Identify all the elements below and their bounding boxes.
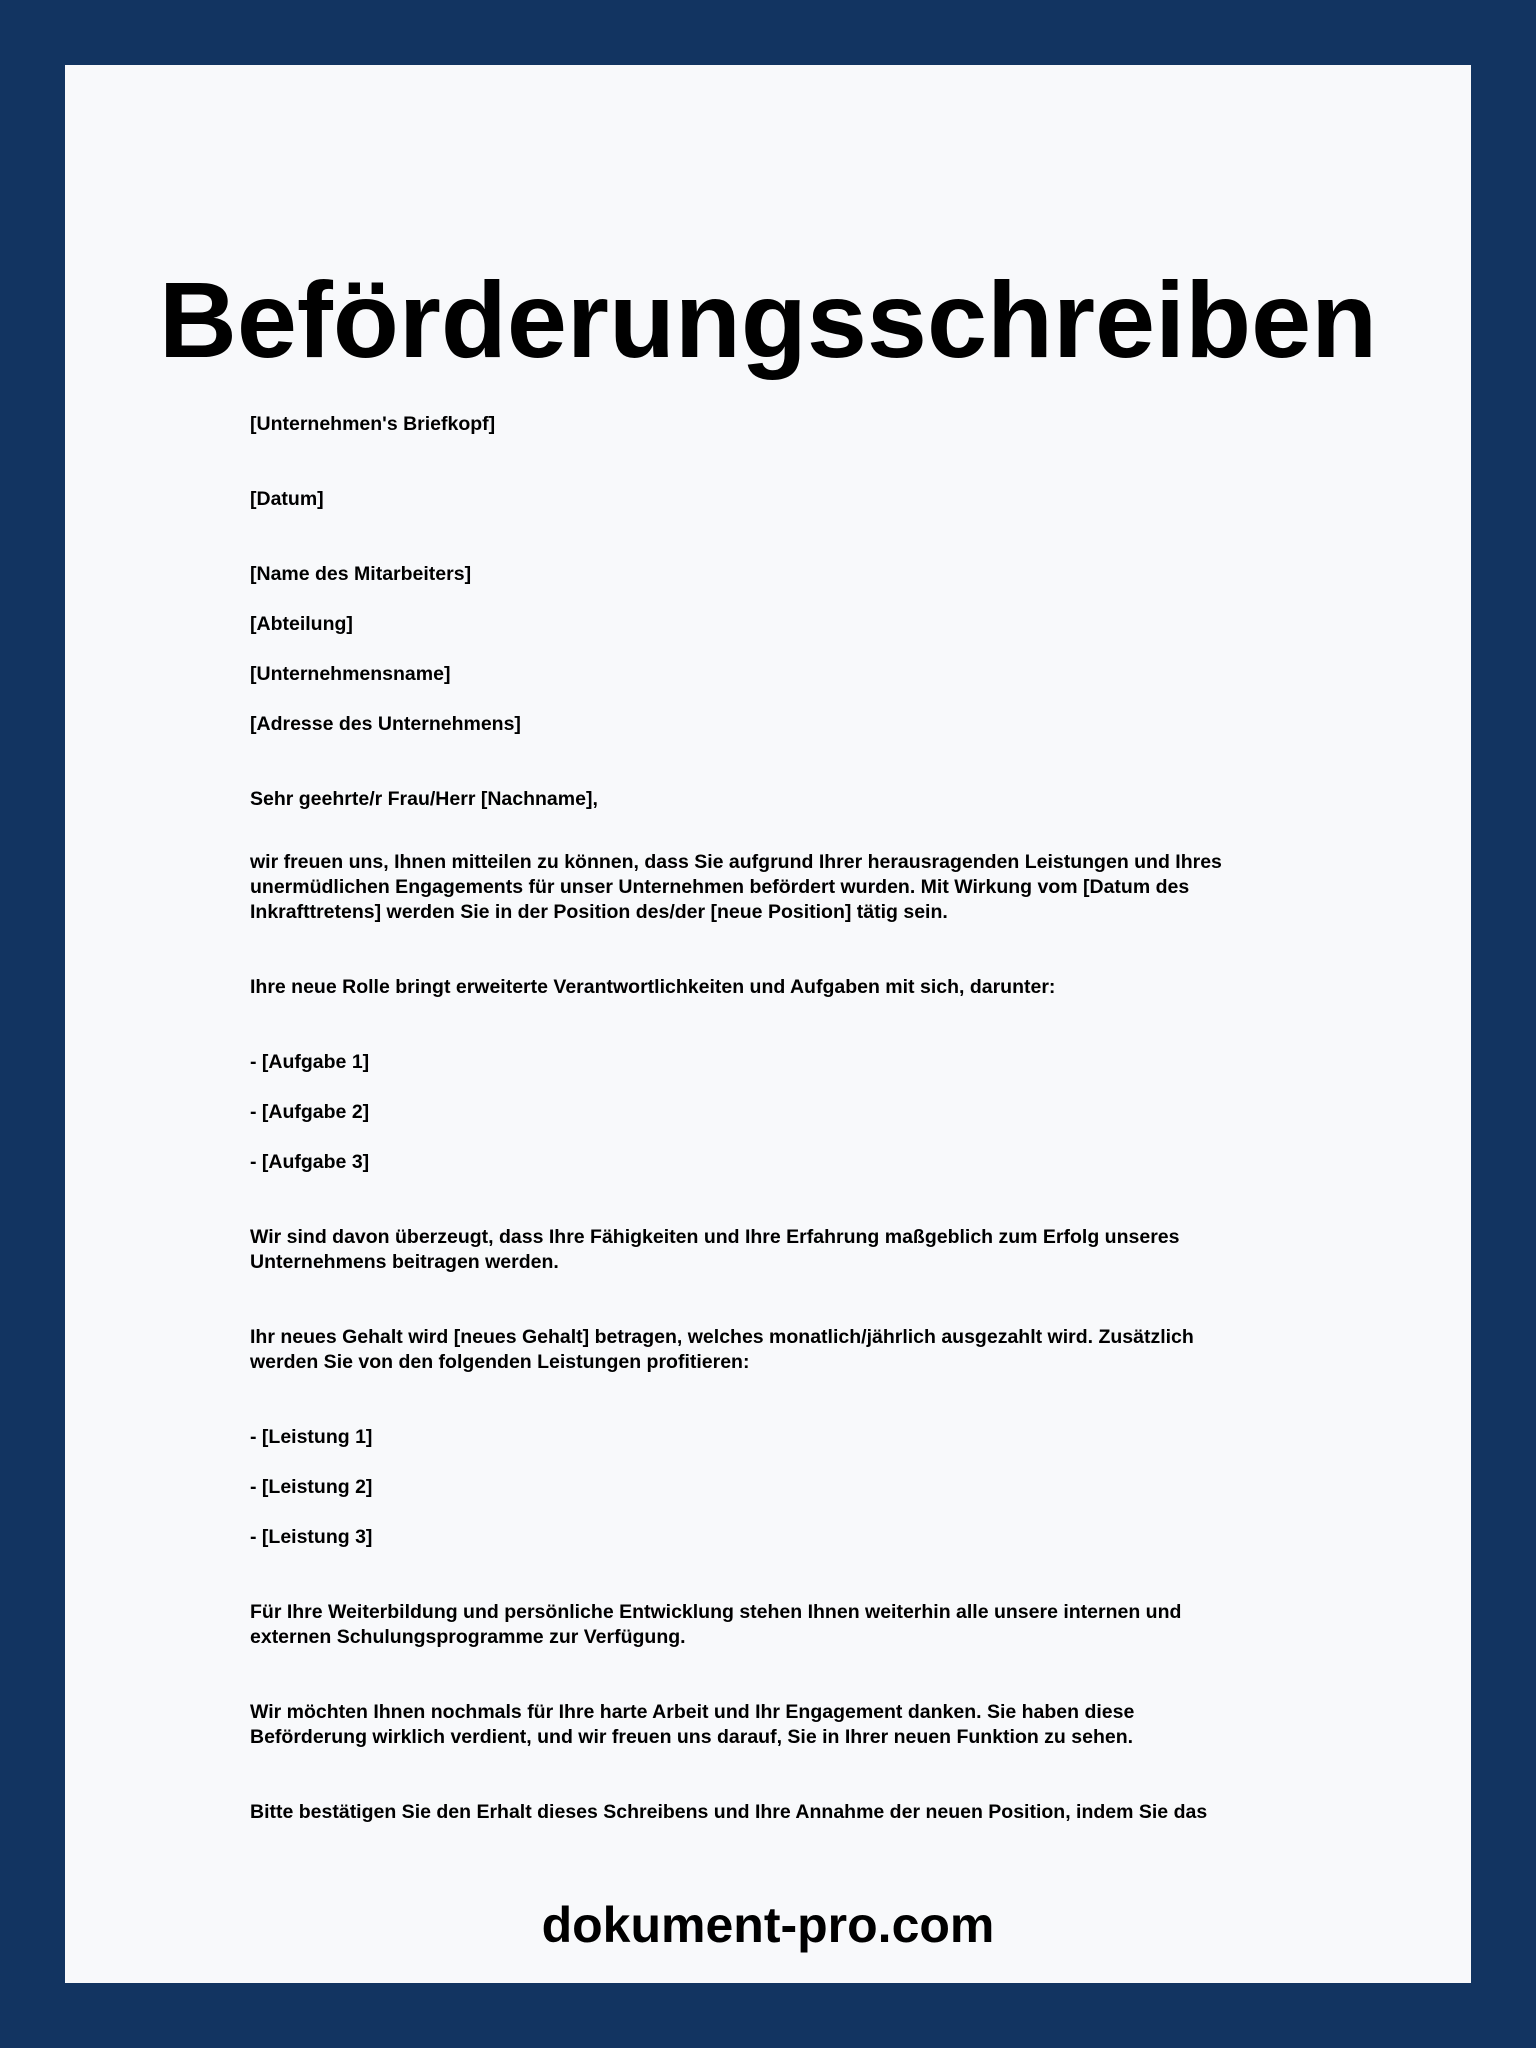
body-paragraph-line: Wir möchten Ihnen nochmals für Ihre harte Arbeit und Ihr Engagement danken. Sie haben diese [250, 1701, 1135, 1723]
body-paragraph-line: unermüdlichen Engagements für unser Unternehmen befördert wurden. Mit Wirkung vom [Datum des [250, 876, 1190, 898]
document-page [65, 65, 1471, 1983]
body-paragraph-line: externen Schulungsprogramme zur Verfügung. [250, 1626, 686, 1648]
body-paragraph-line: wir freuen uns, Ihnen mitteilen zu können, dass Sie aufgrund Ihrer herausragenden Leistungen und Ihres [250, 851, 1222, 873]
site-footer-link[interactable]: dokument-pro.com [541, 1897, 995, 1953]
company-address-placeholder: [Adresse des Unternehmens] [250, 713, 521, 735]
body-paragraph-line: Unternehmens beitragen werden. [250, 1251, 559, 1273]
letterhead-placeholder: [Unternehmen's Briefkopf] [250, 413, 496, 435]
body-paragraph-line: Beförderung wirklich verdient, und wir freuen uns darauf, Sie in Ihrer neuen Funktion zu sehen. [250, 1726, 1134, 1748]
document-title: Beförderungsschreiben [158, 259, 1378, 380]
benefit-list-item: - [Leistung 3] [250, 1526, 373, 1548]
body-paragraph-line: Inkrafttretens] werden Sie in der Position des/der [neue Position] tätig sein. [250, 901, 948, 923]
salutation: Sehr geehrte/r Frau/Herr [Nachname], [250, 788, 598, 810]
body-paragraph-line: Für Ihre Weiterbildung und persönliche Entwicklung stehen Ihnen weiterhin alle unsere internen und [250, 1601, 1182, 1623]
task-list-item: - [Aufgabe 2] [250, 1101, 370, 1123]
company-name-placeholder: [Unternehmensname] [250, 663, 451, 685]
body-paragraph-line: Ihr neues Gehalt wird [neues Gehalt] betragen, welches monatlich/jährlich ausgezahlt wird. Zusätzlich [250, 1326, 1194, 1348]
task-list-item: - [Aufgabe 3] [250, 1151, 370, 1173]
date-placeholder: [Datum] [250, 488, 324, 510]
body-paragraph-line: werden Sie von den folgenden Leistungen profitieren: [250, 1351, 750, 1373]
employee-name-placeholder: [Name des Mitarbeiters] [250, 563, 472, 585]
benefit-list-item: - [Leistung 2] [250, 1476, 373, 1498]
task-list-item: - [Aufgabe 1] [250, 1051, 370, 1073]
benefit-list-item: - [Leistung 1] [250, 1426, 373, 1448]
body-paragraph-line: Wir sind davon überzeugt, dass Ihre Fähigkeiten und Ihre Erfahrung maßgeblich zum Erfolg unseres [250, 1226, 1180, 1248]
department-placeholder: [Abteilung] [250, 613, 353, 635]
body-paragraph-line: Bitte bestätigen Sie den Erhalt dieses Schreibens und Ihre Annahme der neuen Position, indem Sie das [250, 1801, 1208, 1823]
body-paragraph-line: Ihre neue Rolle bringt erweiterte Verantwortlichkeiten und Aufgaben mit sich, darunter: [250, 976, 1056, 998]
